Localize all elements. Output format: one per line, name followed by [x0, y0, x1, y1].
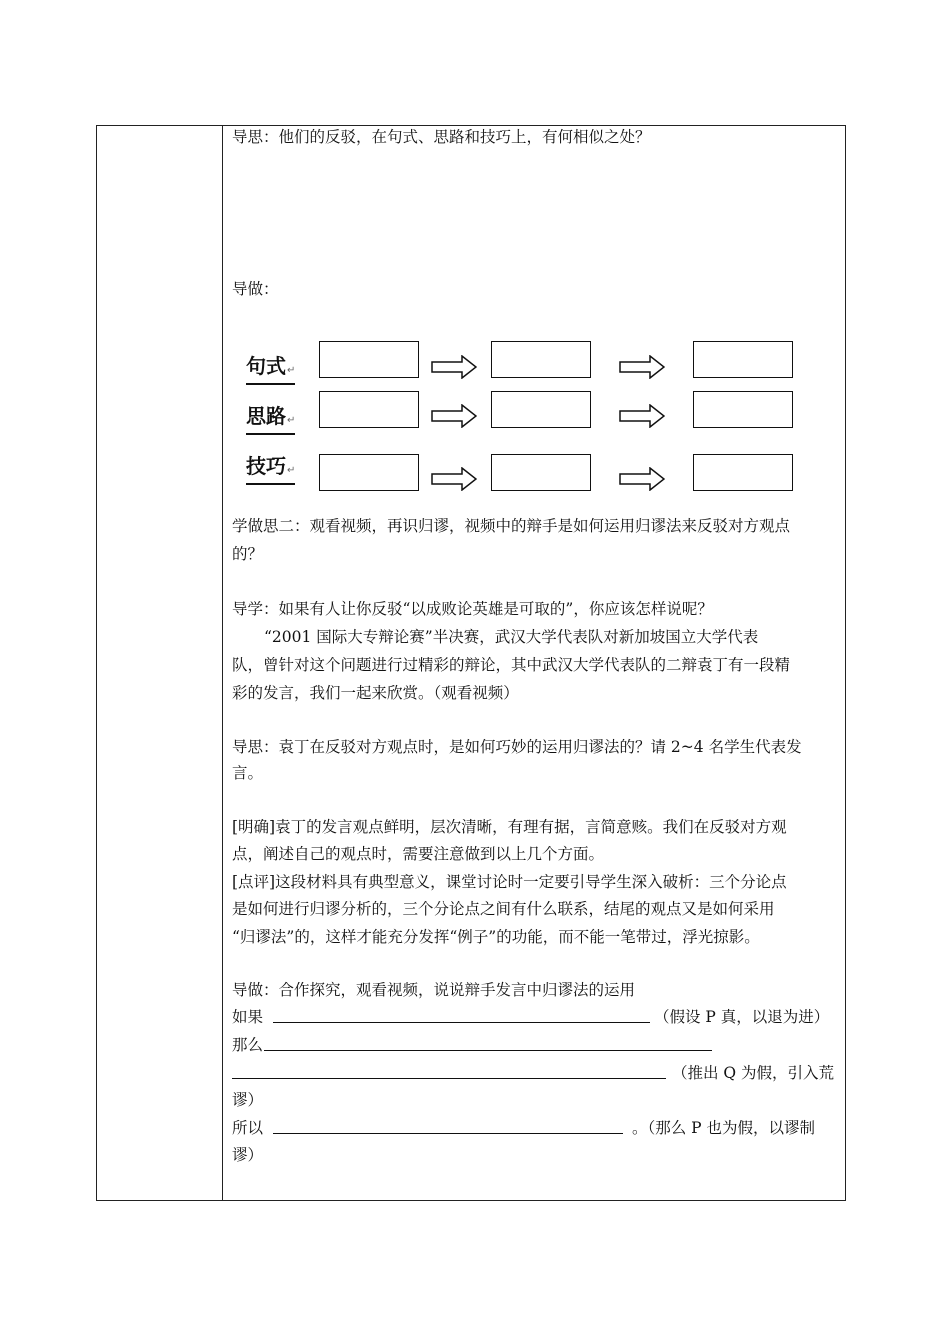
row-label-technique — [246, 454, 295, 485]
blank-box[interactable] — [319, 341, 419, 378]
right-arrow-icon — [431, 467, 477, 491]
blank-box[interactable] — [491, 341, 591, 378]
right-arrow-icon — [619, 467, 665, 491]
comment-note-cont: “归谬法”的，这样才能充分发挥“例子”的功能，而不能一笔带过，浮光掠影。 — [232, 928, 760, 946]
blank-box[interactable] — [319, 391, 419, 428]
then-note-cont: 谬） — [232, 1091, 264, 1109]
guide-do: 导做：合作探究，观看视频，说说辩手发言中归谬法的运用 — [232, 981, 636, 999]
paragraph-line: 队，曾针对这个问题进行过精彩的辩论，其中武汉大学代表队的二辩袁丁有一段精 — [232, 656, 791, 674]
section-title: 学做思二：观看视频，再识归谬，视频中的辩手是如何运用归谬法来反驳对方观点 — [232, 517, 791, 535]
so-note: 。（那么 P 也为假，以谬制 — [632, 1119, 816, 1137]
row-label-reasoning — [246, 404, 295, 435]
comparison-diagram — [246, 338, 806, 498]
paragraph-line: “2001 国际大专辩论赛”半决赛，武汉大学代表队对新加坡国立大学代表 — [264, 628, 759, 646]
guide-think: 导思：袁丁在反驳对方观点时，是如何巧妙的运用归谬法的？请 2~4 名学生代表发 — [232, 738, 802, 756]
then-label: 那么 — [232, 1036, 264, 1054]
then-note: （推出 Q 为假，引入荒 — [672, 1064, 835, 1082]
guide-think-question: 导思：他们的反驳，在句式、思路和技巧上，有何相似之处？ — [232, 128, 651, 146]
guide-think-cont: 言。 — [232, 764, 264, 782]
return-mark: ↵ — [287, 465, 296, 476]
blank-box[interactable] — [693, 454, 793, 491]
guide-learn: 导学：如果有人让你反驳“以成败论英雄是可取的”，你应该怎样说呢？ — [232, 600, 713, 618]
so-blank-line[interactable] — [273, 1133, 623, 1134]
so-label: 所以 — [232, 1119, 264, 1137]
blank-box[interactable] — [319, 454, 419, 491]
comment-note-cont: 是如何进行归谬分析的，三个分论点之间有什么联系，结尾的观点又是如何采用 — [232, 900, 775, 918]
then-blank-line-2[interactable] — [232, 1078, 666, 1079]
right-arrow-icon — [431, 404, 477, 428]
row-label-text: 技巧 — [246, 454, 286, 478]
comment-note: [点评]这段材料具有典型意义，课堂讨论时一定要引导学生深入破析：三个分论点 — [232, 873, 787, 891]
blank-box[interactable] — [491, 454, 591, 491]
right-arrow-icon — [619, 355, 665, 379]
row-label-text: 思路 — [246, 404, 286, 428]
then-blank-line[interactable] — [264, 1050, 712, 1051]
right-arrow-icon — [619, 404, 665, 428]
blank-box[interactable] — [491, 391, 591, 428]
right-arrow-icon — [431, 355, 477, 379]
paragraph-line: 彩的发言，我们一起来欣赏。（观看视频） — [232, 684, 519, 702]
table-column-divider — [222, 125, 223, 1201]
if-blank-line[interactable] — [273, 1022, 650, 1023]
clarify-note: [明确]袁丁的发言观点鲜明，层次清晰，有理有据，言简意赅。我们在反驳对方观 — [232, 818, 787, 836]
row-label-sentence-pattern — [246, 354, 295, 385]
so-note-cont: 谬） — [232, 1146, 264, 1164]
clarify-note-cont: 点，阐述自己的观点时，需要注意做到以上几个方面。 — [232, 845, 605, 863]
section-title-cont: 的？ — [232, 545, 264, 563]
row-label-text: 句式 — [246, 354, 286, 378]
if-note: （假设 P 真，以退为进） — [654, 1008, 830, 1026]
blank-box[interactable] — [693, 341, 793, 378]
guide-do-label: 导做： — [232, 280, 279, 298]
blank-box[interactable] — [693, 391, 793, 428]
return-mark: ↵ — [287, 365, 296, 376]
return-mark: ↵ — [287, 415, 296, 426]
if-label: 如果 — [232, 1008, 264, 1026]
